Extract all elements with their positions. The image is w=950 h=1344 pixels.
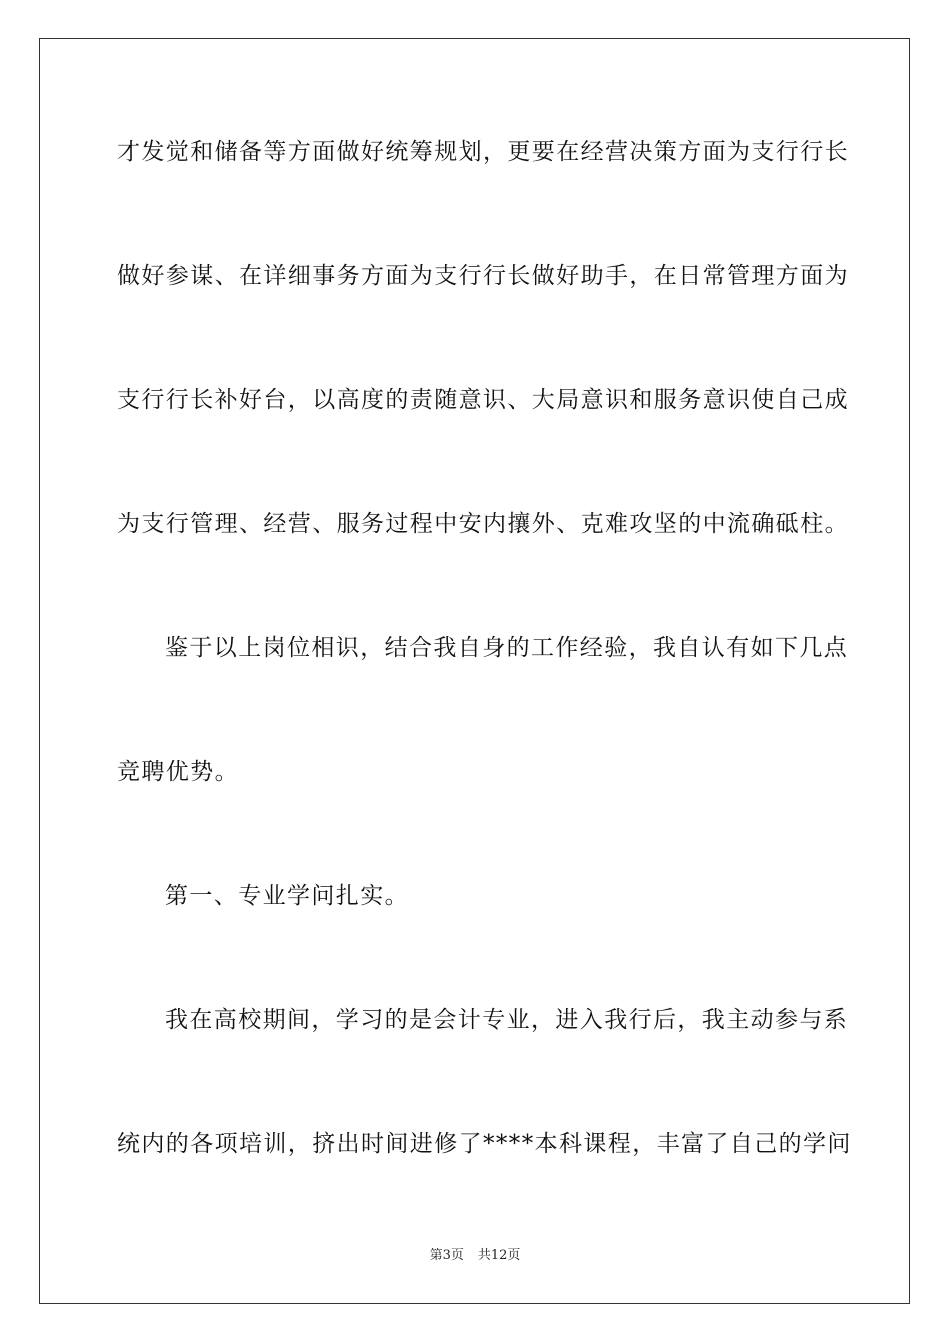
section-heading: 第一、专业学问扎实。 <box>165 883 409 909</box>
page-border <box>39 38 910 1304</box>
page-number: 第3页 <box>429 1248 464 1263</box>
body-text-line: 支行行长补好台，以高度的责随意识、大局意识和服务意识使自己成 <box>117 387 849 413</box>
page-total: 共12页 <box>477 1248 521 1263</box>
paragraph-first-line: 鉴于以上岗位相识，结合我自身的工作经验，我自认有如下几点 <box>165 635 849 661</box>
body-text-line: 为支行管理、经营、服务过程中安内攘外、克难攻坚的中流确砥柱。 <box>117 511 849 537</box>
body-text-line: 统内的各项培训，挤出时间进修了****本科课程，丰富了自己的学问 <box>117 1131 852 1157</box>
body-text-line: 才发觉和储备等方面做好统筹规划，更要在经营决策方面为支行行长 <box>117 139 849 165</box>
body-text-line: 竞聘优势。 <box>117 759 239 785</box>
paragraph-first-line: 我在高校期间，学习的是会计专业，进入我行后，我主动参与系 <box>165 1007 849 1033</box>
body-text-line: 做好参谋、在详细事务方面为支行行长做好助手，在日常管理方面为 <box>117 263 849 289</box>
page-footer <box>0 1248 950 1264</box>
